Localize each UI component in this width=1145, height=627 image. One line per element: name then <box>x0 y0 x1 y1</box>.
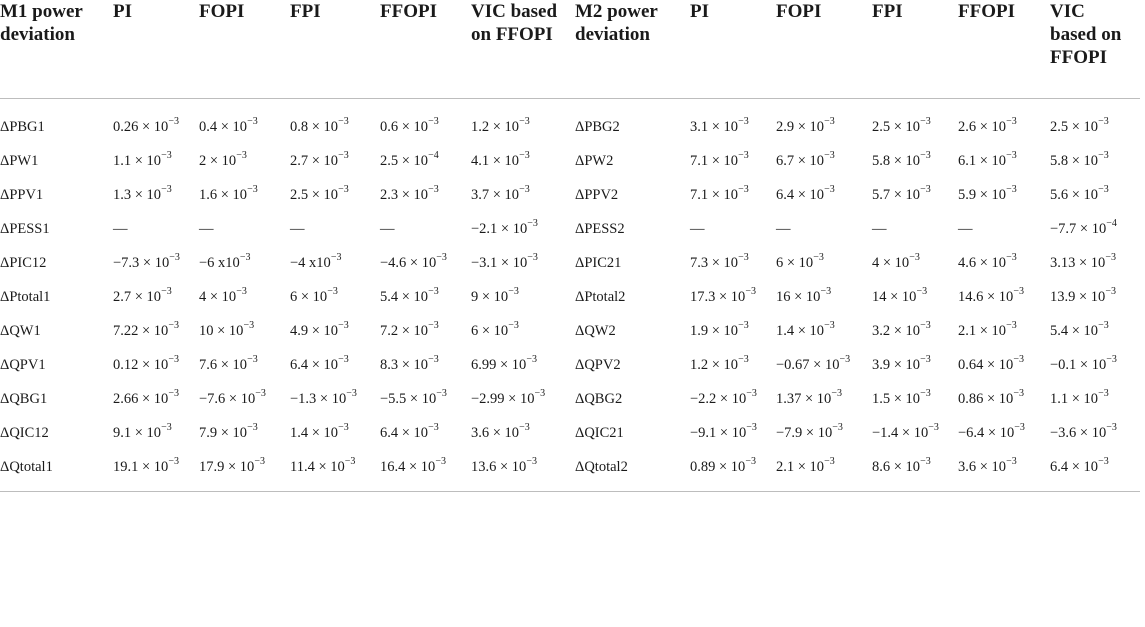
table-cell: $0.6 \times 10^{-3}$ <box>380 115 439 135</box>
table-cell: $6.7 \times 10^{-3}$ <box>776 149 835 169</box>
table-cell: $0.4 \times 10^{-3}$ <box>199 115 258 135</box>
table-cell: $9.1 \times 10^{-3}$ <box>113 421 172 441</box>
row-label-cell: ΔPIC21 <box>575 254 622 271</box>
table-cell: $2.6 \times 10^{-3}$ <box>958 115 1017 135</box>
table-cell: $5.8 \times 10^{-3}$ <box>1050 149 1109 169</box>
table-cell: $7.22 \times 10^{-3}$ <box>113 319 179 339</box>
table-cell: $5.4 \times 10^{-3}$ <box>1050 319 1109 339</box>
header-cell: M2 power deviation <box>575 0 690 98</box>
table-cell: $2.5 \times 10^{-3}$ <box>872 115 931 135</box>
table-cell: — <box>872 220 887 237</box>
table-cell: $3.1 \times 10^{-3}$ <box>690 115 749 135</box>
table-cell: $7.2 \times 10^{-3}$ <box>380 319 439 339</box>
row-label-cell: ΔPtotal2 <box>575 288 626 305</box>
table-cell: $2.1 \times 10^{-3}$ <box>958 319 1017 339</box>
header-cell: FOPI <box>199 0 290 98</box>
table-cell: $1.9 \times 10^{-3}$ <box>690 319 749 339</box>
table-cell: $-6.4 \times 10^{-3}$ <box>958 421 1025 441</box>
header-cell: FFOPI <box>380 0 471 98</box>
table-cell: $-4.6 \times 10^{-3}$ <box>380 251 447 271</box>
table-cell: $-0.67 \times 10^{-3}$ <box>776 353 851 373</box>
table-cell: $13.9 \times 10^{-3}$ <box>1050 285 1116 305</box>
table-cell: $-2.1 \times 10^{-3}$ <box>471 217 538 237</box>
header-cell: M1 power deviation <box>0 0 113 98</box>
table-cell: $3.6 \times 10^{-3}$ <box>958 443 1050 492</box>
table-cell: $2.5 \times 10^{-3}$ <box>290 183 349 203</box>
table-cell: $3.13 \times 10^{-3}$ <box>1050 251 1116 271</box>
table-cell: — <box>380 220 395 237</box>
row-label-cell: ΔPIC12 <box>0 254 47 271</box>
header-cell: FFOPI <box>958 0 1050 98</box>
table-cell: $1.37 \times 10^{-3}$ <box>776 387 842 407</box>
table-row <box>0 375 1140 409</box>
table-row <box>0 205 1140 239</box>
table-cell: $1.4 \times 10^{-3}$ <box>290 421 349 441</box>
table-row <box>0 273 1140 307</box>
table-cell: $3.2 \times 10^{-3}$ <box>872 319 931 339</box>
table-cell: $19.1 \times 10^{-3}$ <box>113 443 199 492</box>
table-cell: $7.9 \times 10^{-3}$ <box>199 421 258 441</box>
table-header <box>0 0 1140 98</box>
table-cell: $-3.1 \times 10^{-3}$ <box>471 251 538 271</box>
table-cell: $4 \times 10^{-3}$ <box>872 251 920 271</box>
table-cell: $2.5 \times 10^{-3}$ <box>1050 115 1109 135</box>
table-cell: $16.4 \times 10^{-3}$ <box>380 443 471 492</box>
table-cell: — <box>113 220 128 237</box>
table-cell: $0.86 \times 10^{-3}$ <box>958 387 1024 407</box>
table-row <box>0 137 1140 171</box>
row-label-cell: ΔPPV1 <box>0 186 44 203</box>
table-cell: $5.9 \times 10^{-3}$ <box>958 183 1017 203</box>
table-cell: $7.3 \times 10^{-3}$ <box>690 251 749 271</box>
table-cell: $5.4 \times 10^{-3}$ <box>380 285 439 305</box>
row-label-cell: ΔPESS1 <box>0 220 50 237</box>
table-cell: $1.2 \times 10^{-3}$ <box>471 115 530 135</box>
table-cell: $5.6 \times 10^{-3}$ <box>1050 183 1109 203</box>
table-cell: $4.9 \times 10^{-3}$ <box>290 319 349 339</box>
header-cell: VIC based on FFOPI <box>471 0 575 98</box>
table-cell: $7.6 \times 10^{-3}$ <box>199 353 258 373</box>
table-cell: $-9.1 \times 10^{-3}$ <box>690 421 757 441</box>
table-row <box>0 443 1140 492</box>
header-cell: PI <box>113 0 199 98</box>
table-cell: $3.9 \times 10^{-3}$ <box>872 353 931 373</box>
table-cell: — <box>199 220 214 237</box>
row-label-cell: ΔPPV2 <box>575 186 619 203</box>
table-cell: — <box>690 220 705 237</box>
table-cell: $7.1 \times 10^{-3}$ <box>690 183 749 203</box>
table-cell: $2.7 \times 10^{-3}$ <box>113 285 172 305</box>
row-label-cell: ΔQIC12 <box>0 424 49 441</box>
table-cell: $0.8 \times 10^{-3}$ <box>290 115 349 135</box>
table-cell: $14 \times 10^{-3}$ <box>872 285 928 305</box>
row-label-cell: ΔQBG1 <box>0 390 48 407</box>
table-cell: −4 $x10^{-3}$ <box>290 251 342 271</box>
table-cell: $13.6 \times 10^{-3}$ <box>471 443 575 492</box>
table-cell: $2 \times 10^{-3}$ <box>199 149 247 169</box>
table-cell: $2.1 \times 10^{-3}$ <box>776 443 872 492</box>
table-cell: $6.4 \times 10^{-3}$ <box>290 353 349 373</box>
table-cell: $-2.2 \times 10^{-3}$ <box>690 387 757 407</box>
table-cell: $17.9 \times 10^{-3}$ <box>199 443 290 492</box>
table-row <box>0 98 1140 137</box>
table-cell: — <box>958 220 973 237</box>
table-cell: $11.4 \times 10^{-3}$ <box>290 443 380 492</box>
table-cell: $1.1 \times 10^{-3}$ <box>1050 387 1109 407</box>
table-cell: $2.9 \times 10^{-3}$ <box>776 115 835 135</box>
table-cell: $17.3 \times 10^{-3}$ <box>690 285 756 305</box>
table-cell: $0.64 \times 10^{-3}$ <box>958 353 1024 373</box>
table-cell: $1.4 \times 10^{-3}$ <box>776 319 835 339</box>
row-label-cell: ΔPBG2 <box>575 118 620 135</box>
table-cell: $14.6 \times 10^{-3}$ <box>958 285 1024 305</box>
table-cell: $-0.1 \times 10^{-3}$ <box>1050 353 1117 373</box>
row-label-cell: ΔQtotal2 <box>575 443 690 492</box>
header-row <box>0 0 1140 98</box>
table-cell: $9 \times 10^{-3}$ <box>471 285 519 305</box>
table-cell: $6.1 \times 10^{-3}$ <box>958 149 1017 169</box>
table-cell: $2.7 \times 10^{-3}$ <box>290 149 349 169</box>
header-cell: FPI <box>290 0 380 98</box>
table-cell: $2.5 \times 10^{-4}$ <box>380 149 439 169</box>
table-row <box>0 171 1140 205</box>
row-label-cell: ΔQW1 <box>0 322 41 339</box>
table-cell: −6 $x10^{-3}$ <box>199 251 251 271</box>
table-cell: $-1.4 \times 10^{-3}$ <box>872 421 939 441</box>
table-row <box>0 409 1140 443</box>
table-row <box>0 341 1140 375</box>
table-cell: $1.2 \times 10^{-3}$ <box>690 353 749 373</box>
table-cell: $5.7 \times 10^{-3}$ <box>872 183 931 203</box>
table-cell: $2.3 \times 10^{-3}$ <box>380 183 439 203</box>
row-label-cell: ΔQPV1 <box>0 356 46 373</box>
table-row <box>0 239 1140 273</box>
table-cell: $-1.3 \times 10^{-3}$ <box>290 387 357 407</box>
table-cell: $1.5 \times 10^{-3}$ <box>872 387 931 407</box>
header-cell: PI <box>690 0 776 98</box>
table-row <box>0 307 1140 341</box>
row-label-cell: ΔQBG2 <box>575 390 623 407</box>
row-label-cell: ΔPtotal1 <box>0 288 51 305</box>
table-cell: $5.8 \times 10^{-3}$ <box>872 149 931 169</box>
table-cell: $1.6 \times 10^{-3}$ <box>199 183 258 203</box>
table-cell: $0.89 \times 10^{-3}$ <box>690 443 776 492</box>
table-cell: $0.12 \times 10^{-3}$ <box>113 353 179 373</box>
row-label-cell: ΔPESS2 <box>575 220 625 237</box>
table-cell: $6 \times 10^{-3}$ <box>471 319 519 339</box>
table-cell: $-2.99 \times 10^{-3}$ <box>471 387 546 407</box>
table-body <box>0 98 1140 491</box>
table-cell: $6.4 \times 10^{-3}$ <box>776 183 835 203</box>
table-cell: $1.3 \times 10^{-3}$ <box>113 183 172 203</box>
table-cell: $0.26 \times 10^{-3}$ <box>113 115 179 135</box>
table-cell: $6.4 \times 10^{-3}$ <box>380 421 439 441</box>
row-label-cell: ΔPW2 <box>575 152 614 169</box>
table-cell: $7.1 \times 10^{-3}$ <box>690 149 749 169</box>
row-label-cell: ΔQPV2 <box>575 356 621 373</box>
table-cell: — <box>290 220 305 237</box>
table-cell: $8.3 \times 10^{-3}$ <box>380 353 439 373</box>
table-cell: $6.99 \times 10^{-3}$ <box>471 353 537 373</box>
table-cell: $-7.6 \times 10^{-3}$ <box>199 387 266 407</box>
table-cell: $-7.3 \times 10^{-3}$ <box>113 251 180 271</box>
row-label-cell: ΔPW1 <box>0 152 39 169</box>
table-cell: $3.7 \times 10^{-3}$ <box>471 183 530 203</box>
table-cell: $-7.7 \times 10^{-4}$ <box>1050 217 1117 237</box>
row-label-cell: ΔQIC21 <box>575 424 624 441</box>
table-cell: $4.6 \times 10^{-3}$ <box>958 251 1017 271</box>
table-cell: $4.1 \times 10^{-3}$ <box>471 149 530 169</box>
table-cell: $6.4 \times 10^{-3}$ <box>1050 443 1140 492</box>
header-cell: FOPI <box>776 0 872 98</box>
table-cell: $2.66 \times 10^{-3}$ <box>113 387 179 407</box>
table-cell: $10 \times 10^{-3}$ <box>199 319 255 339</box>
table-cell: $-3.6 \times 10^{-3}$ <box>1050 421 1117 441</box>
table-cell: $16 \times 10^{-3}$ <box>776 285 832 305</box>
table-cell: $-5.5 \times 10^{-3}$ <box>380 387 447 407</box>
header-cell: VIC based on FFOPI <box>1050 0 1140 98</box>
table-cell: $3.6 \times 10^{-3}$ <box>471 421 530 441</box>
table-cell: — <box>776 220 791 237</box>
table-cell: $-7.9 \times 10^{-3}$ <box>776 421 843 441</box>
row-label-cell: ΔQtotal1 <box>0 443 113 492</box>
row-label-cell: ΔQW2 <box>575 322 616 339</box>
header-cell: FPI <box>872 0 958 98</box>
row-label-cell: ΔPBG1 <box>0 118 45 135</box>
table-cell: $4 \times 10^{-3}$ <box>199 285 247 305</box>
table-cell: $6 \times 10^{-3}$ <box>776 251 824 271</box>
table-cell: $1.1 \times 10^{-3}$ <box>113 149 172 169</box>
table-cell: $8.6 \times 10^{-3}$ <box>872 443 958 492</box>
table-cell: $6 \times 10^{-3}$ <box>290 285 338 305</box>
